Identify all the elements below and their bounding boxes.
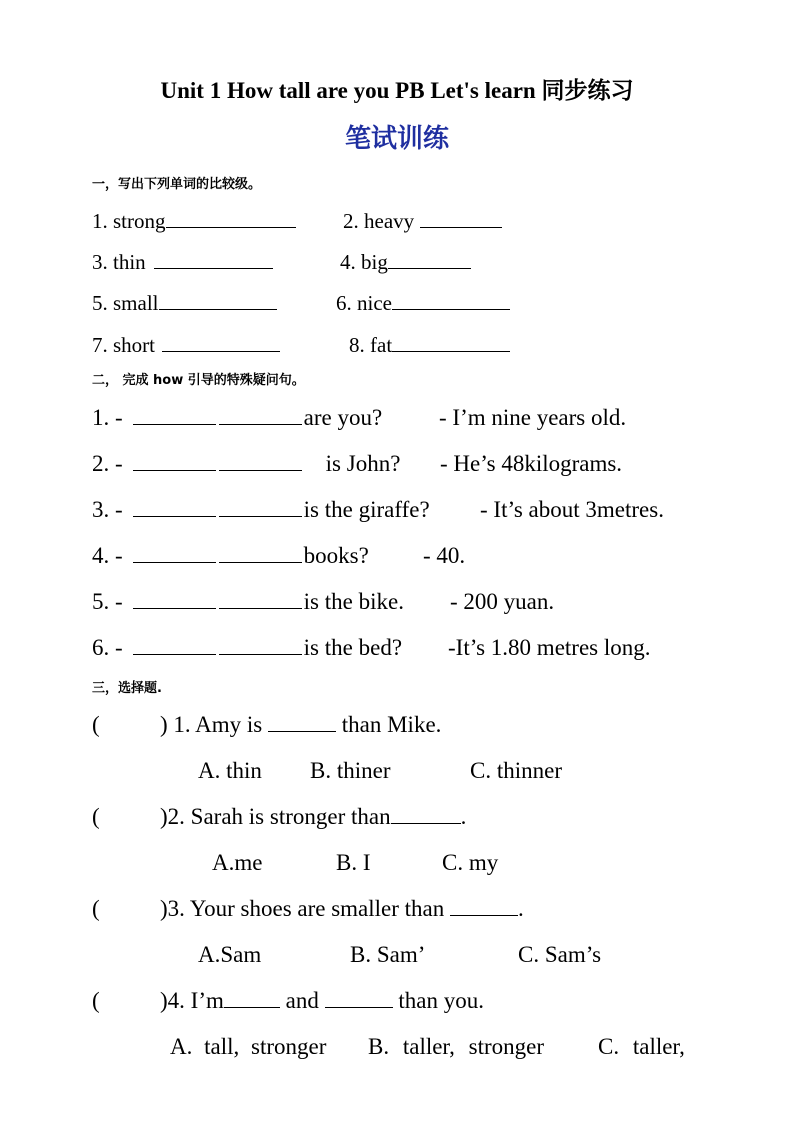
list-item	[92, 289, 277, 316]
answer-text: - I’m nine years old.	[439, 405, 627, 430]
item-label: 6. nice	[336, 291, 392, 315]
question-row	[92, 496, 430, 524]
question-number: 5. -	[92, 589, 123, 614]
question-text: than Mike.	[336, 712, 442, 737]
answer-blank[interactable]	[219, 588, 302, 609]
list-item	[92, 331, 280, 358]
option-b[interactable]: B. taller, stronger	[368, 1034, 545, 1059]
answer-paren[interactable]: (	[92, 804, 100, 829]
question-number: 3. -	[92, 497, 123, 522]
list-item	[349, 331, 510, 358]
answer-text: - 200 yuan.	[450, 589, 555, 614]
answer-blank[interactable]	[392, 289, 510, 310]
question-text: .	[518, 896, 524, 921]
answer-text: - It’s about 3metres.	[480, 497, 664, 522]
question-text: is the giraffe?	[303, 497, 430, 522]
option-a[interactable]: A.me	[212, 850, 263, 875]
question-text: is the bike.	[303, 589, 404, 614]
answer-blank[interactable]	[133, 634, 216, 655]
list-item	[343, 207, 502, 234]
question-number: 4. -	[92, 543, 123, 568]
answer-blank[interactable]	[391, 803, 461, 824]
paren-close: )	[160, 896, 168, 921]
item-label: 1. strong	[92, 209, 166, 233]
answer-blank[interactable]	[268, 711, 336, 732]
answer-blank[interactable]	[219, 404, 302, 425]
question-row	[92, 588, 404, 616]
option-c[interactable]: C. my	[442, 850, 499, 875]
item-label: 5. small	[92, 291, 159, 315]
item-label: 8. fat	[349, 333, 393, 357]
question-text: 2. Sarah is stronger than	[167, 804, 391, 829]
paren-close: )	[160, 712, 168, 737]
answer-blank[interactable]	[133, 404, 216, 425]
answer-blank[interactable]	[219, 542, 302, 563]
question-row	[92, 404, 382, 432]
item-label: 4. big	[340, 250, 388, 274]
answer-blank[interactable]	[219, 496, 302, 517]
choice-question	[92, 987, 484, 1015]
section2-heading: 二， 完成 how 引导的特殊疑问句。	[92, 373, 305, 388]
question-text: 3. Your shoes are smaller than	[167, 896, 451, 921]
answer-paren[interactable]: (	[92, 712, 100, 737]
question-row	[92, 450, 400, 478]
question-number: 2. -	[92, 451, 123, 476]
question-text: books?	[303, 543, 369, 568]
question-row	[92, 542, 369, 570]
question-text: than you.	[392, 988, 484, 1013]
question-text: and	[279, 988, 325, 1013]
question-text: is the bed?	[303, 635, 403, 660]
list-item	[92, 207, 296, 234]
paren-close: )	[160, 988, 168, 1013]
option-c[interactable]: C. taller,	[598, 1034, 685, 1059]
answer-blank[interactable]	[133, 496, 216, 517]
answer-blank[interactable]	[133, 588, 216, 609]
item-label: 3. thin	[92, 250, 146, 274]
question-number: 6. -	[92, 635, 123, 660]
answer-blank[interactable]	[420, 207, 502, 228]
section1-heading: 一，写出下列单词的比较级。	[92, 177, 262, 192]
option-a[interactable]: A. tall, stronger	[170, 1034, 327, 1059]
answer-text: - 40.	[423, 543, 466, 568]
choice-question	[92, 895, 524, 923]
list-item	[336, 289, 510, 316]
option-c[interactable]: C. thinner	[470, 758, 562, 783]
item-label: 2. heavy	[343, 209, 415, 233]
item-label: 7. short	[92, 333, 155, 357]
question-text: 1. Amy is	[167, 712, 268, 737]
answer-blank[interactable]	[388, 248, 471, 269]
option-b[interactable]: B. I	[336, 850, 371, 875]
answer-blank[interactable]	[219, 450, 302, 471]
answer-blank[interactable]	[219, 634, 302, 655]
option-a[interactable]: A.Sam	[198, 942, 262, 967]
answer-blank[interactable]	[133, 542, 216, 563]
answer-paren[interactable]: (	[92, 896, 100, 921]
choice-question	[92, 803, 466, 831]
list-item	[340, 248, 471, 275]
list-item	[92, 248, 273, 275]
answer-text: -It’s 1.80 metres long.	[448, 635, 651, 660]
question-row	[92, 634, 402, 662]
answer-blank[interactable]	[166, 207, 296, 228]
answer-blank[interactable]	[162, 331, 280, 352]
option-c[interactable]: C. Sam’s	[518, 942, 602, 967]
answer-blank[interactable]	[159, 289, 277, 310]
option-a[interactable]: A. thin	[198, 758, 262, 783]
answer-blank[interactable]	[392, 331, 510, 352]
section3-heading: 三，选择题.	[92, 681, 162, 696]
answer-blank[interactable]	[450, 895, 518, 916]
choice-question	[92, 711, 441, 739]
question-text: is John?	[325, 451, 401, 476]
option-b[interactable]: B. Sam’	[350, 942, 426, 967]
answer-blank[interactable]	[224, 987, 280, 1008]
paren-close: )	[160, 804, 168, 829]
answer-paren[interactable]: (	[92, 988, 100, 1013]
question-number: 1. -	[92, 405, 123, 430]
question-text: .	[460, 804, 467, 829]
question-text: are you?	[303, 405, 383, 430]
page-title: Unit 1 How tall are you PB Let's learn 同步练习	[160, 78, 634, 103]
question-text: 4. I’m	[167, 988, 224, 1013]
option-b[interactable]: B. thiner	[310, 758, 391, 783]
answer-text: - He’s 48kilograms.	[440, 451, 623, 476]
answer-blank[interactable]	[154, 248, 273, 269]
page-subtitle: 笔试训练	[344, 124, 449, 153]
answer-blank[interactable]	[325, 987, 393, 1008]
answer-blank[interactable]	[133, 450, 216, 471]
